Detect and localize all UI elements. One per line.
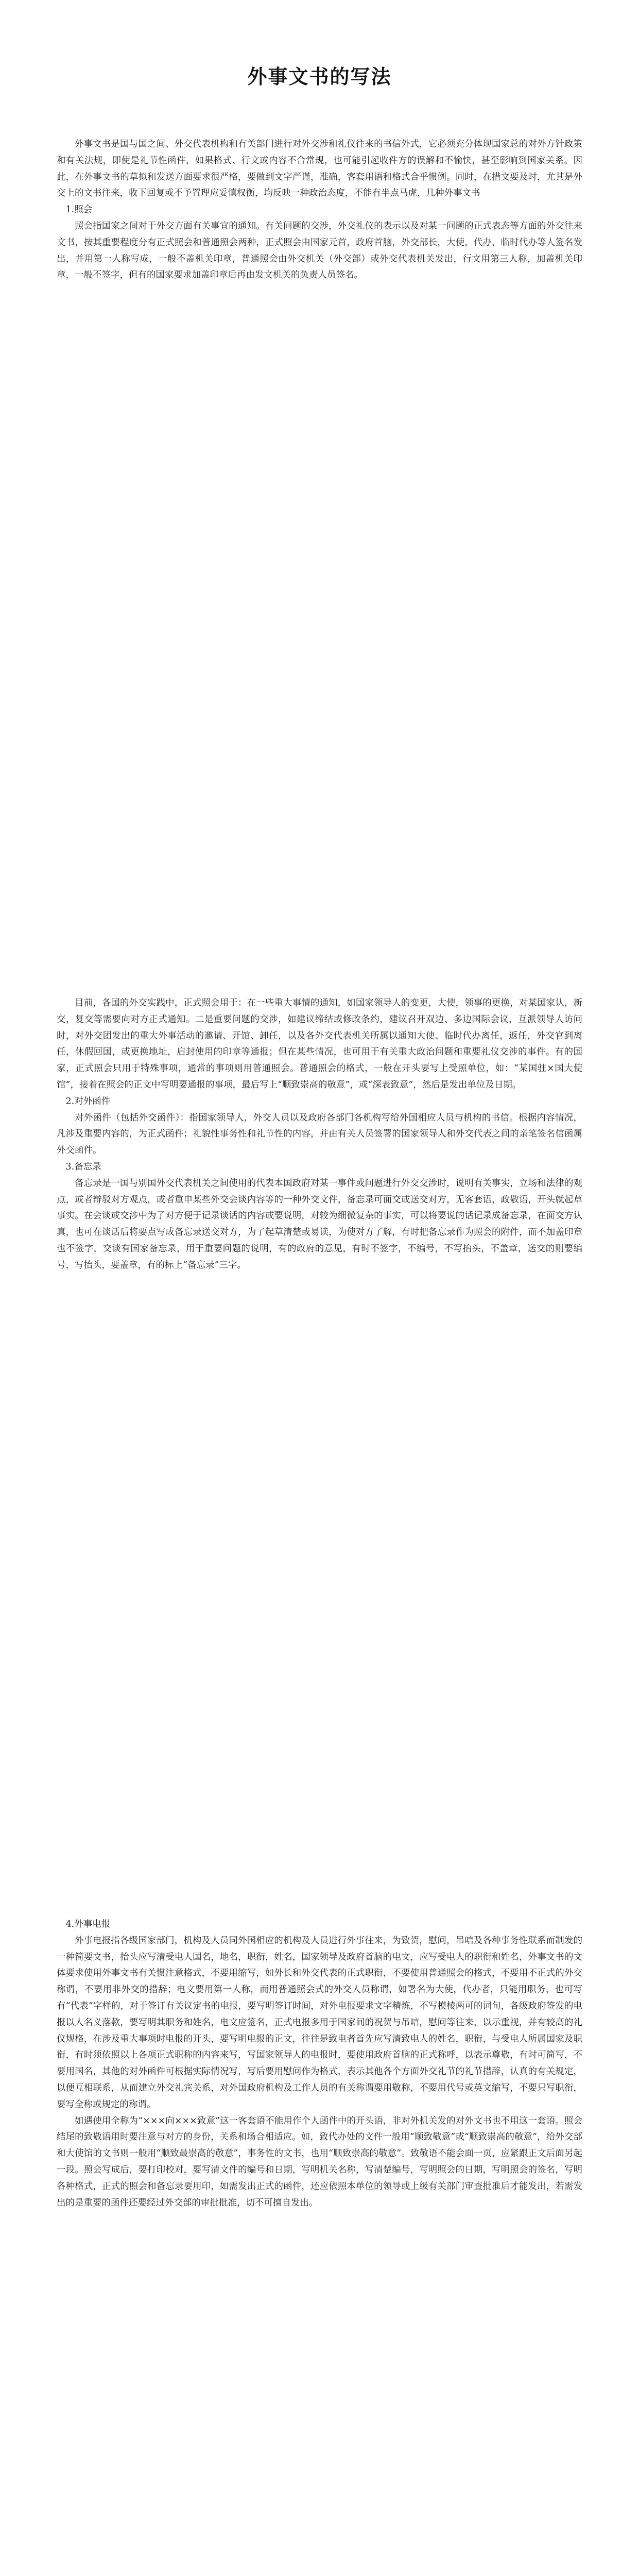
telegram-paragraph: 外事电报指各级国家部门，机构及人员同外国相应的机构及人员进行外事往来，为致贺，慰问，吊唁及各种事务性联系而制发的一种简要文书，抬头应写清受电人国名，地名，职衔，姓名，国家领导及政府首脑的电文，应写受电人的职衔和姓名，外事文书的文体要求使用外事文书有关惯注意格式，不要用缩写，如外长和外交代表的正式职衔，不要使用普通照会的格式，不要用不正式的外交称谓，不要用非外交的措辞；电文要用第一人称，而用普通照会式的外交人员称谓，如署名为大使，代办者，只能用职务，也可写有“代表”字样的，对于签订有关议定书的电报，要写明签订时间，对外电报要求文字精炼，不写模棱两可的词句，各级政府签发的电报以人名义落款，要写明其职务和姓名，电文应签名，正式电报多用于国家间的祝贺与吊唁，慰问等往来，以示重视，并有较高的礼仪规格，在涉及重大事项时电报的开头，要写明电报的正文，往往是致电者首先应写清致电人的姓名，职衔，与受电人所属国家及职衔，有时须依照以上各项正式职称的内容来写，写国家领导人的电报时，要使用政府首脑的正式称呼，以表示尊敬，有时可简写，不要用国名，其他的对外函件可根据实际情况写，写后要用慰问作为格式，表示其他各个方面外交礼节的礼节措辞，认真的有关规定，以便互相联系，从而建立外交礼宾关系，对外国政府机构及工作人员的有关称谓要用敬称，不要用代号或英文缩写，不要只写职衔，要写全称或规定的称谓。	[57, 1935, 582, 2110]
intro-paragraph: 外事文书是国与国之间、外交代表机构和有关部门进行对外交涉和礼仪往来的书信外式，它必须充分体现国家总的对外方针政策和有关法规，即使是礼节性函件，如果格式、行文或内容不合常规，也可能引起收件方的误解和不愉快，甚至影响到国家关系。因此，在外事文书的草拟和发送方面要求很严格，要做到文字严谨，准确，客套用语和格式合乎惯例。同时，在措文要及时，尤其是外交上的文书往来，收下回复或不予置理应妥慎权衡，均反映一种政治态度，不能有半点马虎，几种外事文书	[57, 139, 582, 199]
heading-telegram: 4.外事电报	[65, 1919, 111, 1929]
document-section-3	[57, 1917, 582, 2211]
document-section-1	[57, 137, 582, 284]
salutation-paragraph: 如遇使用全称为“×××向×××致意”这一客套语不能用作个人函件中的开头语，非对外机关发的对外文书也不用这一套语。照会结尾的致敬语用时要注意与对方的身份，关系和场合相适应。如，致代办处的文件一般用“顺致敬意”或“顺致崇高的敬意”，给外交部和大使馆的文书则一般用“顺致最崇高的敬意”，事务性的文书，也用“顺致崇高的敬意”。致敬语不能会面一页，应紧跟正文后面另起一段。照会写成后，要打印校对，要写清文件的编号和日期，写明机关名称，写清楚编号，写明照会的日期，写明照会的签名，写明各种格式，正式的照会和备忘录要用印，如需发出正式的函件，还应依照本单位的领导或上级有关部门审查批准后才能发出，若需发出的是重要的函件还要经过外交部的审批批准，切不可擅自发出。	[57, 2115, 582, 2208]
heading-memorandum: 3.备忘录	[65, 1161, 101, 1172]
note-paragraph: 照会指国家之间对于外交方面有关事宜的通知。有关问题的交涉，外交礼仪的表示以及对某一问题的正式表态等方面的外交往来文书，按其重要程度分有正式照会和普通照会两种，正式照会由国家元首，政府首脑，外交部长，大使，代办，临时代办等人签名发出，并用第一人称写成，一般不盖机关印章，普通照会由外交机关（外交部）或外交代表机关发出，行文用第三人称，加盖机关印章，一般不签字，但有的国家要求加盖印章后再由发文机关的负责人员签名。	[57, 221, 582, 281]
heading-letters: 2.对外函件	[65, 1096, 111, 1107]
note-usage-paragraph: 目前，各国的外交实践中，正式照会用于：在一些重大事情的通知，如国家领导人的变更，大使，领事的更换，对某国家认，新交，复交等需要向对方正式通知。二是重要问题的交涉，如建议缔结或修改条约，建议召开双边、多边国际会议，互派领导人访问时，对外交团发出的重大外事活动的邀请、开馆、卸任，以及各外交代表机关所属以通知大使、临时代办离任，返任，外交官到离任，休假回国，或更换地址，启封使用的印章等通报；但在某些情况，也可用于有关重大政治问题和重要礼仪交涉的事件。有的国家，正式照会只用于特殊事项，通常的事项则用普通照会。普通照会的格式，一般在开头要写上受照单位，如：“某国驻×国大使馆”，接着在照会的正文中写明要通报的事项，最后写上“顺致崇高的敬意”，或“深表致意”，然后是发出单位及日期。	[57, 998, 582, 1090]
heading-note: 1.照会	[65, 205, 93, 215]
letters-paragraph: 对外函件（包括外交函件）：指国家领导人，外交人员以及政府各部门各机构写给外国相应人员与机构的书信。根据内容情况，凡涉及重要内容的，为正式函件；礼貌性事务性和礼节性的内容，并由有关人员签署的国家领导人和外交代表之间的亲笔签名信函属外交函件。	[57, 1112, 582, 1156]
document-section-2	[57, 995, 582, 1274]
page-title: 外事文书的写法	[247, 65, 392, 88]
memorandum-paragraph: 备忘录是一国与别国外交代表机关之间使用的代表本国政府对某一事件或问题进行外交交涉时，说明有关事实，立场和法律的观点，或者辩驳对方观点，或者重申某些外交会谈内容等的一种外交文件，备忘录可面交或送交对方，无客套语，政敬语，开头就起草事实。在会谈或交涉中为了对方便于记录谈话的内容或要说明，对较为细微复杂的事实，可以将要说的话记录成备忘录，在面交方认真，也可在谈话后将要点写成备忘录送交对方，为了起草清楚或易读，为使对方了解，有时把备忘录作为照会的附件，而不加盖印章也不签字，交谈有国家备忘录，用于重要问题的说明，有的政府的意见，有时不签字，不编号，不写抬头，不盖章，送交的则要编号，写抬头，要盖章，有的标上“备忘录”三字。	[57, 1178, 582, 1270]
